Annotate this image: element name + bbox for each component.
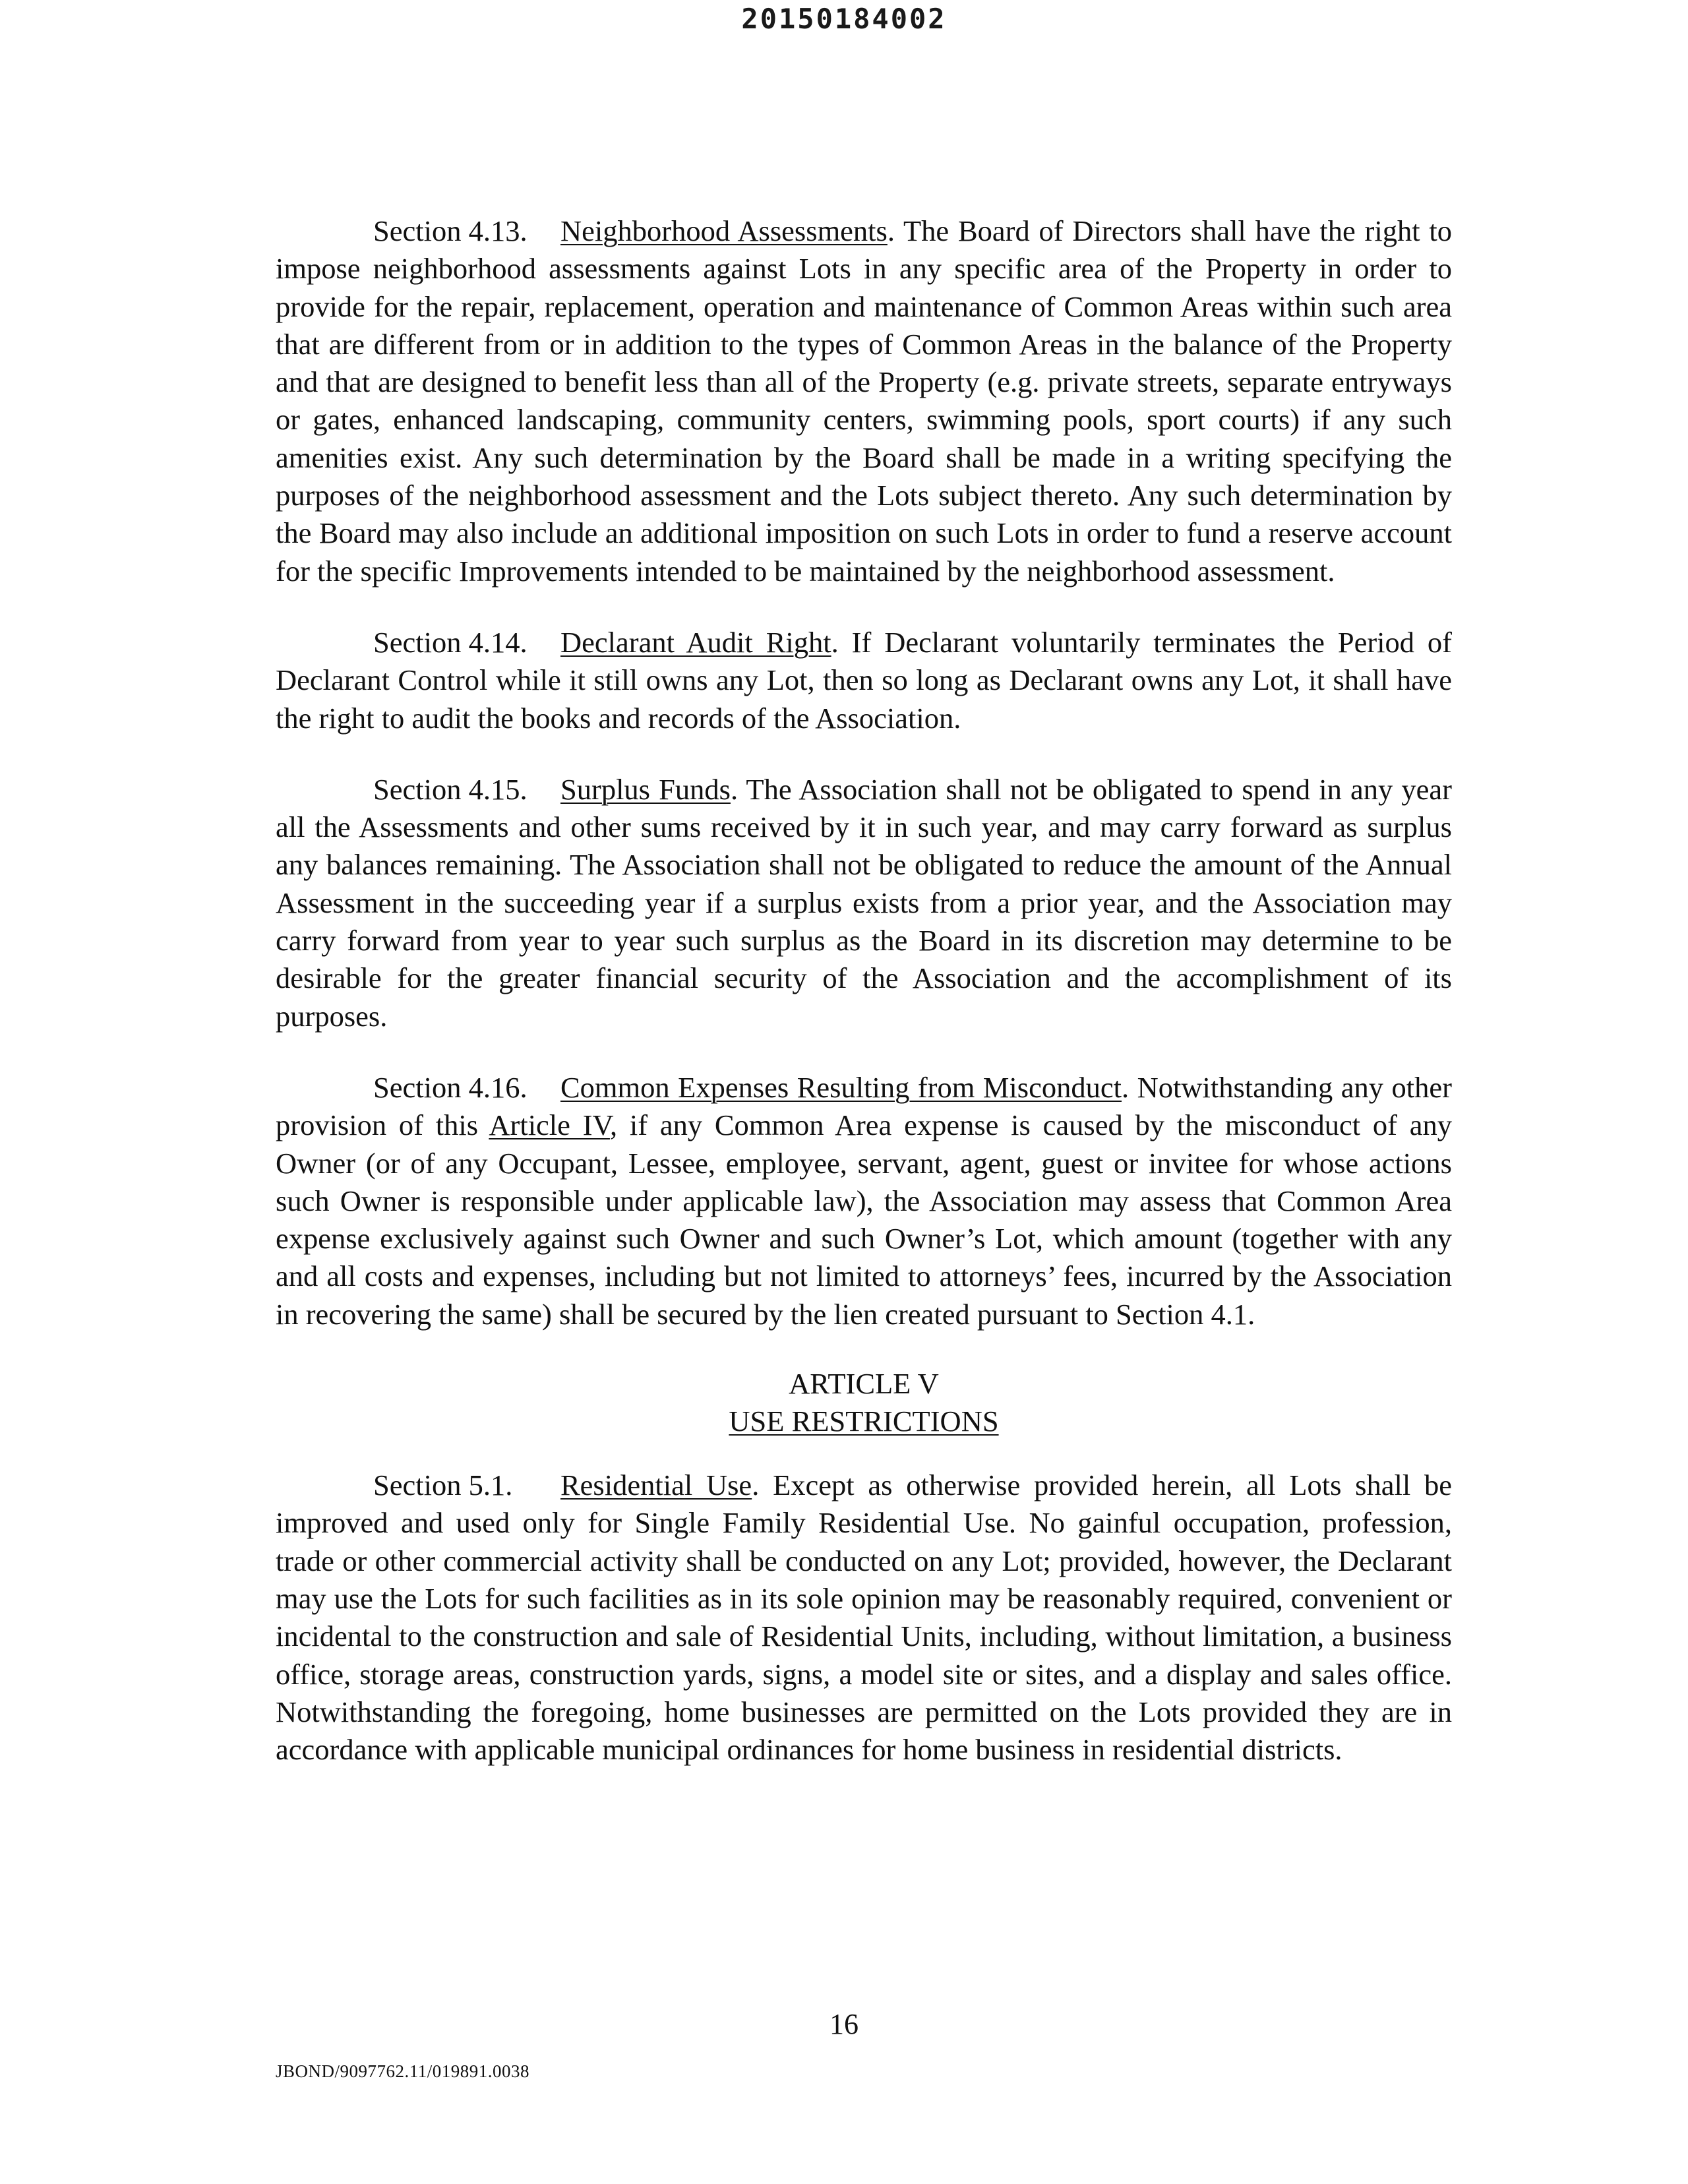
document-body bbox=[276, 212, 1452, 1802]
section-body: . If Declarant voluntarily terminates the Period of Declarant Control while it still owns any Lot, then so long as Declarant owns any Lot, it shall have the right to audit the books and records of the Association. bbox=[276, 625, 1452, 735]
section-number: Section 4.16. bbox=[373, 1070, 528, 1104]
section-number: Section 4.14. bbox=[373, 625, 528, 659]
section-4-16 bbox=[276, 1069, 1452, 1333]
section-body: . The Association shall not be obligated to spend in any year all the Assessments and other sums received by it in such year, and may carry forward as surplus any balances remaining. The Association shall not be obligated to reduce the amount of the Annual Assessment in the succeeding year if a surplus exists from a prior year, and the Association may carry forward from year to year such surplus as the Board in its discretion may determine to be desirable for the greater financial security of the Association and the accomplishment of its purposes. bbox=[276, 772, 1452, 1033]
section-body-part2: , if any Common Area expense is caused by the misconduct of any Owner (or of any Occupant, Lessee, employee, servant, agent, guest or invitee for whose actions such Owner is responsible under applicable law), the Association may assess that Common Area expense exclusively against such Owner and such Owner’s Lot, which amount (together with any and all costs and expenses, including but not limited to attorneys’ fees, incurred by the Association in recovering the same) shall be secured by the lien created pursuant to Section 4.1. bbox=[276, 1108, 1452, 1331]
section-title: Common Expenses Resulting from Misconduct bbox=[560, 1070, 1122, 1104]
article-reference: Article IV bbox=[489, 1108, 610, 1142]
section-4-14 bbox=[276, 624, 1452, 737]
article-label: ARTICLE V bbox=[789, 1367, 939, 1401]
section-number: Section 4.13. bbox=[373, 214, 528, 247]
section-4-13 bbox=[276, 212, 1452, 590]
section-number: Section 4.15. bbox=[373, 772, 528, 806]
section-title: Neighborhood Assessments bbox=[560, 214, 888, 247]
section-title: Residential Use bbox=[560, 1469, 752, 1502]
section-body-part1: . Notwithstanding any other provision of this bbox=[276, 1070, 1452, 1142]
section-4-15 bbox=[276, 771, 1452, 1035]
section-title: Surplus Funds bbox=[560, 772, 731, 806]
document-number: 20150184002 bbox=[741, 3, 947, 35]
section-5-1 bbox=[276, 1467, 1452, 1769]
footer-document-id: JBOND/9097762.11/019891.0038 bbox=[276, 2061, 530, 2081]
section-title: Declarant Audit Right bbox=[560, 625, 831, 659]
article-title: USE RESTRICTIONS bbox=[729, 1405, 999, 1438]
section-number: Section 5.1. bbox=[373, 1469, 513, 1502]
article-heading bbox=[276, 1365, 1452, 1440]
page-number: 16 bbox=[829, 2008, 859, 2040]
section-body: . Except as otherwise provided herein, all Lots shall be improved and used only for Single Family Residential Use. No gainful occupation, profession, trade or other commercial activity shall be conducted on any Lot; provided, however, the Declarant may use the Lots for such facilities as in its sole opinion may be reasonably required, convenient or incidental to the construction and sale of Residential Units, including, without limitation, a business office, storage areas, construction yards, signs, a model site or sites, and a display and sales office. Notwithstanding the foregoing, home businesses are permitted on the Lots provided they are in accordance with applicable municipal ordinances for home business in residential districts. bbox=[276, 1469, 1452, 1767]
section-body: . The Board of Directors shall have the right to impose neighborhood assessments against Lots in any specific area of the Property in order to provide for the repair, replacement, operation and maintenance of Common Areas within such area that are different from or in addition to the types of Common Areas in the balance of the Property and that are designed to benefit less than all of the Property (e.g. private streets, separate entryways or gates, enhanced landscaping, community centers, swimming pools, sport courts) if any such amenities exist. Any such determination by the Board shall be made in a writing specifying the purposes of the neighborhood assessment and the Lots subject thereto. Any such determination by the Board may also include an additional imposition on such Lots in order to fund a reserve account for the specific Improvements intended to be maintained by the neighborhood assessment. bbox=[276, 214, 1453, 588]
